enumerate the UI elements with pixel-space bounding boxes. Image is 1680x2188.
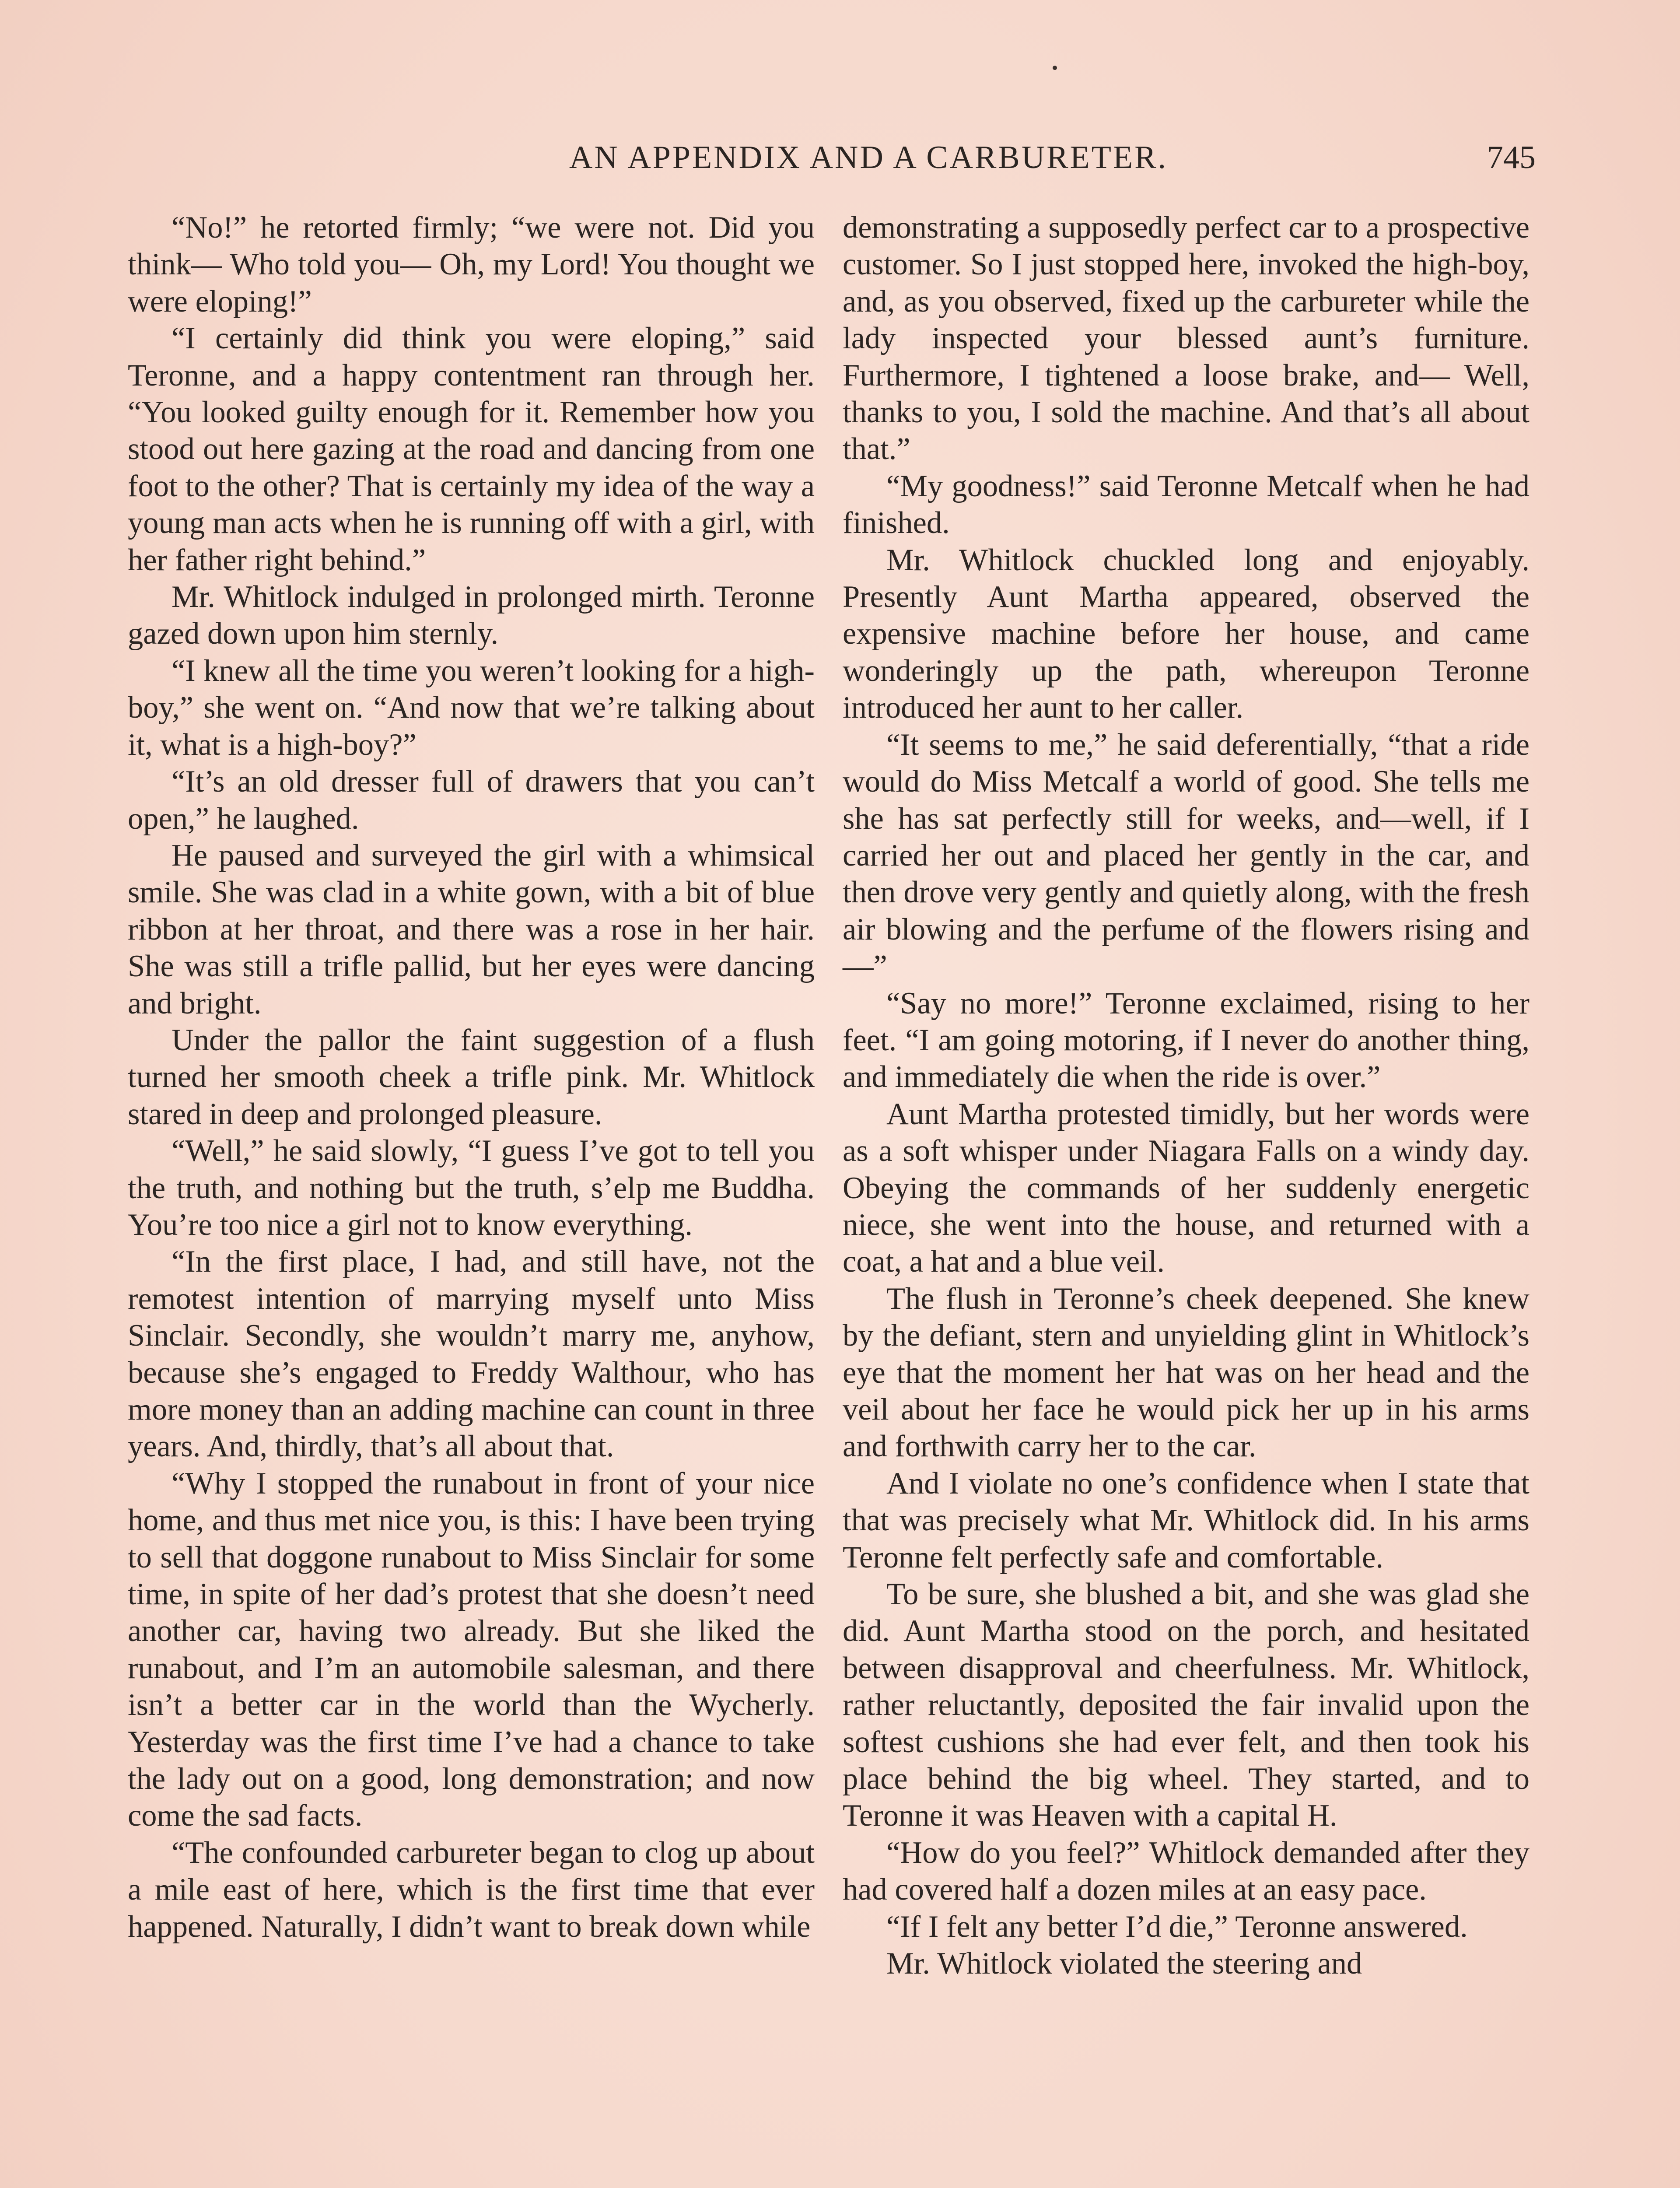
running-title: AN APPENDIX AND A CARBURETER. bbox=[569, 140, 1168, 175]
paragraph: The flush in Teronne’s cheek deepened. She knew by the defiant, stern and unyielding glint in Whitlock’s eye that the moment her hat was on her head and the veil about her face he would pick her up in his arms and forthwith carry her to the car. bbox=[843, 1281, 1530, 1464]
paragraph: “I knew all the time you weren’t looking for a high-boy,” she went on. “And now that we’re talking about it, what is a high-boy?” bbox=[128, 653, 815, 762]
page-header bbox=[131, 131, 1536, 184]
right-text-column bbox=[843, 209, 1530, 1982]
paragraph: “The confounded carbureter began to clog up about a mile east of here, which is the first time that ever happened. Naturally, I didn’t want to break down while bbox=[128, 1835, 815, 1944]
paragraph: “In the first place, I had, and still have, not the remotest intention of marrying myself unto Miss Sinclair. Secondly, she wouldn’t marry me, anyhow, because she’s engaged to Freddy Walthour, who has more money than an adding machine can count in three years. And, thirdly, that’s all about that. bbox=[128, 1245, 815, 1464]
paragraph: Mr. Whitlock indulged in prolonged mirth. Teronne gazed down upon him sternly. bbox=[128, 580, 815, 651]
paragraph: “Say no more!” Teronne exclaimed, rising to her feet. “I am going motoring, if I never do another thing, and immediately die when the ride is over.” bbox=[843, 986, 1530, 1094]
left-text-column bbox=[128, 209, 815, 1945]
paragraph: “How do you feel?” Whitlock demanded after they had covered half a dozen miles at an easy pace. bbox=[843, 1835, 1530, 1907]
paragraph: “If I felt any better I’d die,” Teronne answered. bbox=[886, 1909, 1468, 1944]
paragraph: Aunt Martha protested timidly, but her words were as a soft whisper under Niagara Falls on a windy day. Obeying the commands of her suddenly energetic niece, she went into the house, and returned with a coat, a hat and a blue veil. bbox=[843, 1097, 1530, 1279]
paragraph: Under the pallor the faint suggestion of a flush turned her smooth cheek a trifle pink. Mr. Whitlock stared in deep and prolonged pleasure. bbox=[128, 1023, 815, 1131]
paragraph: “It seems to me,” he said deferentially, “that a ride would do Miss Metcalf a world of good. She tells me she has sat perfectly still for weeks, and—well, if I carried her out and placed her gently in the car, and then drove very gently and quietly along, with the fresh air blowing and the perfume of the flowers rising and—” bbox=[843, 727, 1530, 984]
paragraph: “Well,” he said slowly, “I guess I’ve got to tell you the truth, and nothing but the truth, s’elp me Buddha. You’re too nice a girl not to know everything. bbox=[128, 1134, 815, 1242]
paragraph: And I violate no one’s confidence when I state that that was precisely what Mr. Whitlock did. In his arms Teronne felt perfectly safe and comfortable. bbox=[843, 1466, 1530, 1574]
print-speck bbox=[1053, 66, 1057, 70]
paragraph: “I certainly did think you were eloping,” said Teronne, and a happy contentment ran through her. “You looked guilty enough for it. Remember how you stood out here gazing at the road and dancing from one foot to the other? That is certainly my idea of the way a young man acts when he is running off with a girl, with her father right behind.” bbox=[128, 321, 815, 577]
paragraph: “No!” he retorted firmly; “we were not. Did you think— Who told you— Oh, my Lord! You thought we were eloping!” bbox=[128, 210, 815, 319]
paragraph: He paused and surveyed the girl with a whimsical smile. She was clad in a white gown, with a bit of blue ribbon at her throat, and there was a rose in her hair. She was still a trifle pallid, but her eyes were dancing and bright. bbox=[128, 838, 815, 1020]
paragraph: demonstrating a supposedly perfect car to a prospective customer. So I just stopped here, invoked the high-boy, and, as you observed, fixed up the carbureter while the lady inspected your blessed aunt’s furniture. Furthermore, I tightened a loose brake, and— Well, thanks to you, I sold the machine. And that’s all about that.” bbox=[843, 210, 1530, 466]
paragraph: Mr. Whitlock violated the steering and bbox=[886, 1946, 1362, 1981]
paragraph: Mr. Whitlock chuckled long and enjoyably. Presently Aunt Martha appeared, observed the expensive machine before her house, and came wonderingly up the path, whereupon Teronne introduced her aunt to her caller. bbox=[843, 543, 1530, 725]
paragraph: “Why I stopped the runabout in front of your nice home, and thus met nice you, is this: I have been trying to sell that doggone runabout to Miss Sinclair for some time, in spite of her dad’s protest that she doesn’t need another car, having two already. But she liked the runabout, and I’m an automobile salesman, and there isn’t a better car in the world than the Wycherly. Yesterday was the first time I’ve had a chance to take the lady out on a good, long demonstration; and now come the sad facts. bbox=[128, 1466, 815, 1833]
paragraph: “It’s an old dresser full of drawers that you can’t open,” he laughed. bbox=[128, 764, 815, 836]
paragraph: To be sure, she blushed a bit, and she was glad she did. Aunt Martha stood on the porch, and hesitated between disapproval and cheerfulness. Mr. Whitlock, rather reluctantly, deposited the fair invalid upon the softest cushions she had ever felt, and then took his place behind the big wheel. They started, and to Teronne it was Heaven with a capital H. bbox=[843, 1577, 1530, 1833]
page-number: 745 bbox=[1487, 140, 1536, 175]
paragraph: “My goodness!” said Teronne Metcalf when he had finished. bbox=[843, 469, 1530, 540]
